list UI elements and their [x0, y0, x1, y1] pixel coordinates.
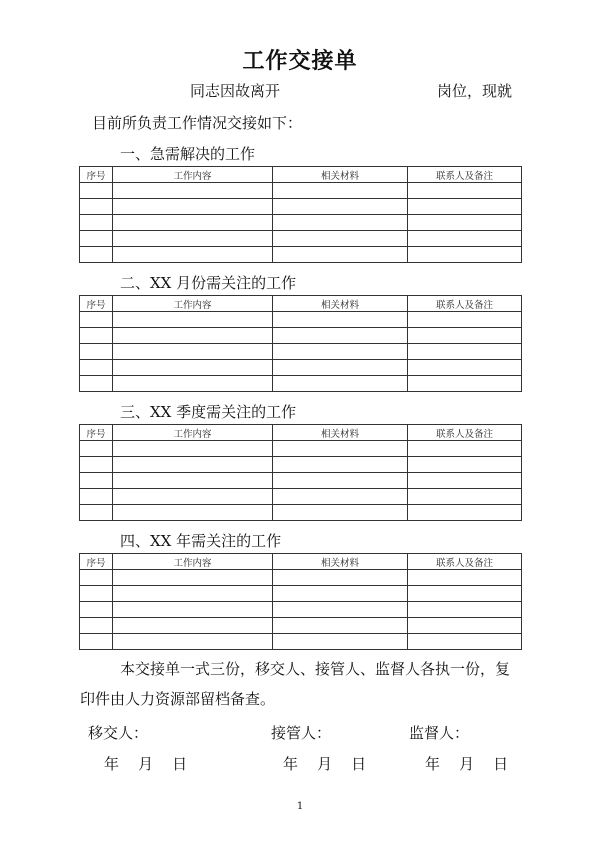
section-heading-quarter: 三、XX 季度需关注的工作 — [120, 403, 297, 421]
table-header-row — [80, 425, 522, 441]
table-row[interactable] — [80, 376, 522, 392]
table-row[interactable] — [80, 441, 522, 457]
header-index: 序号 — [80, 296, 113, 312]
header-index: 序号 — [80, 167, 113, 183]
date-supervisor: 年 月 日 — [425, 755, 509, 773]
table-row[interactable] — [80, 215, 522, 231]
table-row[interactable] — [80, 231, 522, 247]
table-row[interactable] — [80, 312, 522, 328]
header-contact: 联系人及备注 — [408, 554, 522, 570]
table-quarter — [79, 424, 522, 521]
table-row[interactable] — [80, 247, 522, 263]
section-heading-month: 二、XX 月份需关注的工作 — [120, 274, 297, 292]
header-content: 工作内容 — [113, 554, 273, 570]
header-contact: 联系人及备注 — [408, 296, 522, 312]
header-materials: 相关材料 — [273, 296, 408, 312]
table-row[interactable] — [80, 199, 522, 215]
table-row[interactable] — [80, 634, 522, 650]
document-title: 工作交接单 — [242, 48, 358, 74]
table-header-row — [80, 296, 522, 312]
table-year — [79, 553, 522, 650]
header-materials: 相关材料 — [273, 425, 408, 441]
table-row[interactable] — [80, 328, 522, 344]
intro-text: 目前所负责工作情况交接如下： — [92, 114, 303, 132]
header-materials: 相关材料 — [273, 554, 408, 570]
header-content: 工作内容 — [113, 425, 273, 441]
header-contact: 联系人及备注 — [408, 425, 522, 441]
closing-line-1: 本交接单一式三份，移交人、接管人、监督人各执一份，复 — [120, 660, 511, 678]
section-heading-year: 四、XX 年需关注的工作 — [120, 532, 282, 550]
table-header-row — [80, 167, 522, 183]
header-index: 序号 — [80, 425, 113, 441]
header-content: 工作内容 — [113, 167, 273, 183]
table-row[interactable] — [80, 360, 522, 376]
table-row[interactable] — [80, 602, 522, 618]
table-row[interactable] — [80, 457, 522, 473]
table-row[interactable] — [80, 570, 522, 586]
closing-line-2: 印件由人力资源部留档备查。 — [80, 690, 276, 708]
departure-line-right: 岗位，现就 — [437, 82, 513, 100]
departure-line-left: 同志因故离开 — [190, 82, 281, 100]
table-row[interactable] — [80, 489, 522, 505]
table-urgent — [79, 166, 522, 263]
signature-label-transferor: 移交人： — [88, 724, 149, 742]
table-row[interactable] — [80, 344, 522, 360]
table-row[interactable] — [80, 183, 522, 199]
section-heading-urgent: 一、急需解决的工作 — [120, 145, 256, 163]
page-number: 1 — [296, 801, 304, 812]
signature-label-supervisor: 监督人： — [409, 724, 470, 742]
table-row[interactable] — [80, 473, 522, 489]
signature-label-receiver: 接管人： — [271, 724, 332, 742]
date-transferor: 年 月 日 — [104, 755, 188, 773]
header-index: 序号 — [80, 554, 113, 570]
table-month — [79, 295, 522, 392]
header-contact: 联系人及备注 — [408, 167, 522, 183]
table-row[interactable] — [80, 505, 522, 521]
header-materials: 相关材料 — [273, 167, 408, 183]
table-row[interactable] — [80, 618, 522, 634]
table-row[interactable] — [80, 586, 522, 602]
table-header-row — [80, 554, 522, 570]
date-receiver: 年 月 日 — [283, 755, 367, 773]
header-content: 工作内容 — [113, 296, 273, 312]
